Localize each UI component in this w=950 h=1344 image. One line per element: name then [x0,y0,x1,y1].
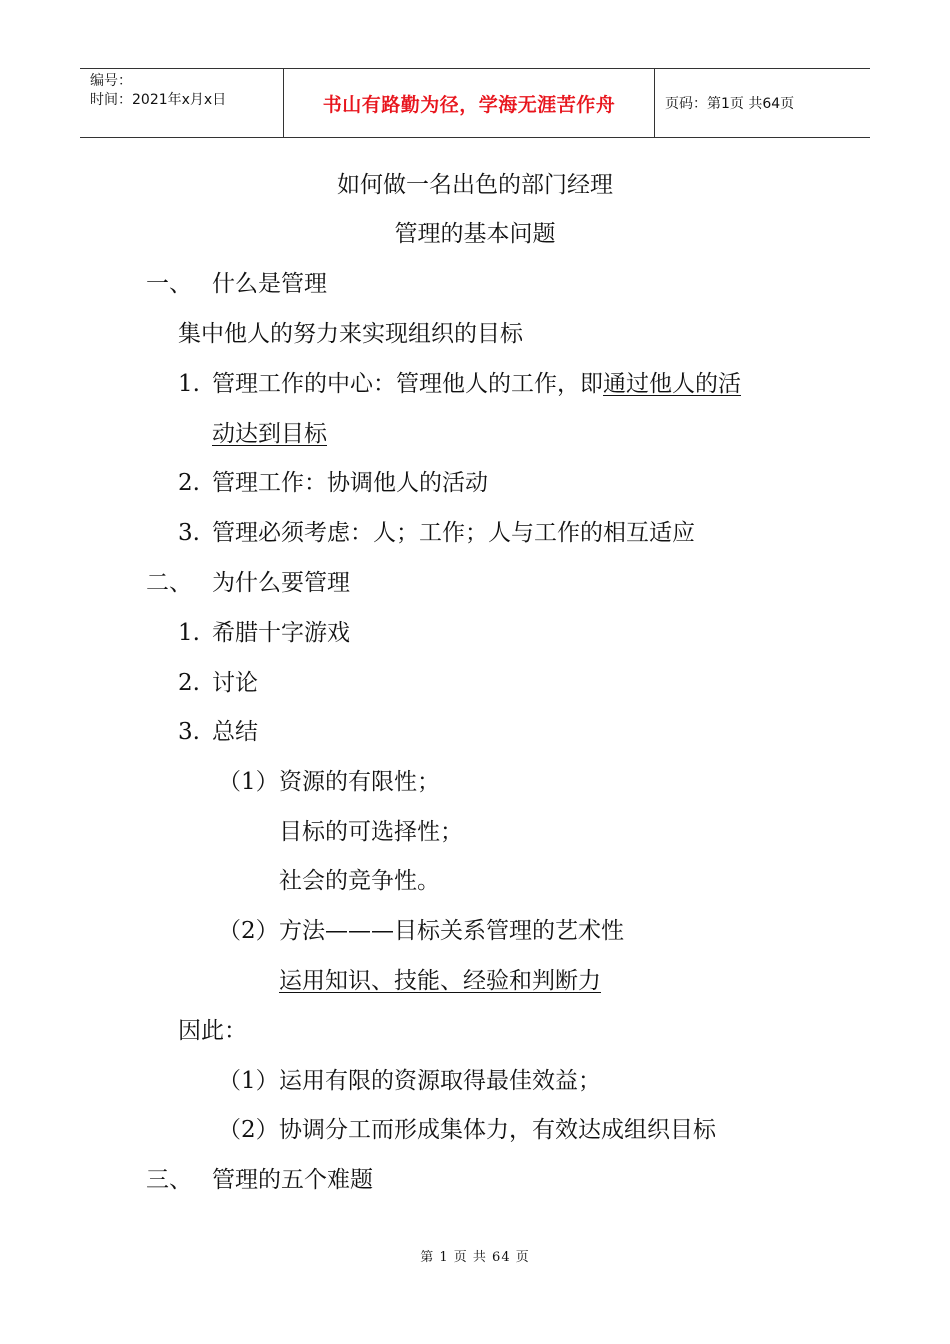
therefore-1: 运用有限的资源取得最佳效益； [279,1068,601,1094]
section-3-number: 三、 [146,1167,192,1193]
header-motto: 书山有路勤为径，学海无涯苦作舟 [283,69,655,137]
section-1-intro: 集中他人的努力来实现组织的目标 [178,321,523,347]
section-2-number: 二、 [146,570,192,596]
s2-item-3: 总结 [212,719,258,745]
summary-point-1-number: （1） [218,769,279,795]
s1-item-1-number: 1. [178,371,200,397]
summary-point-2-a: 方法———目标关系管理的艺术性 [279,918,624,944]
summary-point-2-b: 运用知识、技能、经验和判断力 [279,968,601,994]
s2-item-1: 希腊十字游戏 [212,620,350,646]
s1-item-3: 管理必须考虑：人；工作；人与工作的相互适应 [212,520,695,546]
therefore-label: 因此： [178,1018,247,1044]
document-title: 如何做一名出色的部门经理 [337,172,613,198]
therefore-2: 协调分工而形成集体力，有效达成组织目标 [279,1117,716,1143]
s2-item-2: 讨论 [212,670,258,696]
s1-item-1-text: 管理工作的中心：管理他人的工作，即 [212,371,603,397]
time-label: 时间：2021年x月x日 [90,92,227,108]
section-1-title: 什么是管理 [212,271,327,297]
section-3-title: 管理的五个难题 [212,1167,373,1193]
s1-item-1 [212,369,741,399]
header-meta [80,69,283,137]
s1-item-1-continued: 动达到目标 [212,421,327,447]
s1-item-3-number: 3. [178,520,200,546]
summary-point-2-number: （2） [218,918,279,944]
section-2-title: 为什么要管理 [212,570,350,596]
s1-item-2-number: 2. [178,470,200,496]
section-1-number: 一、 [146,271,192,297]
summary-point-1-c: 社会的竞争性。 [279,868,440,894]
header-page-label: 页码：第1页 共64页 [665,96,795,112]
summary-point-1-b: 目标的可选择性； [279,819,463,845]
therefore-2-number: （2） [218,1117,279,1143]
therefore-1-number: （1） [218,1068,279,1094]
document-subtitle: 管理的基本问题 [394,221,556,247]
s2-item-2-number: 2. [178,670,200,696]
s2-item-1-number: 1. [178,620,200,646]
s1-item-1-underlined: 通过他人的活 [603,371,741,397]
page-footer: 第 1 页 共 64 页 [420,1250,530,1265]
number-label: 编号： [90,73,132,89]
s2-item-3-number: 3. [178,719,200,745]
s1-item-2: 管理工作：协调他人的活动 [212,470,488,496]
summary-point-1-a: 资源的有限性； [279,769,440,795]
header-table [80,68,870,138]
